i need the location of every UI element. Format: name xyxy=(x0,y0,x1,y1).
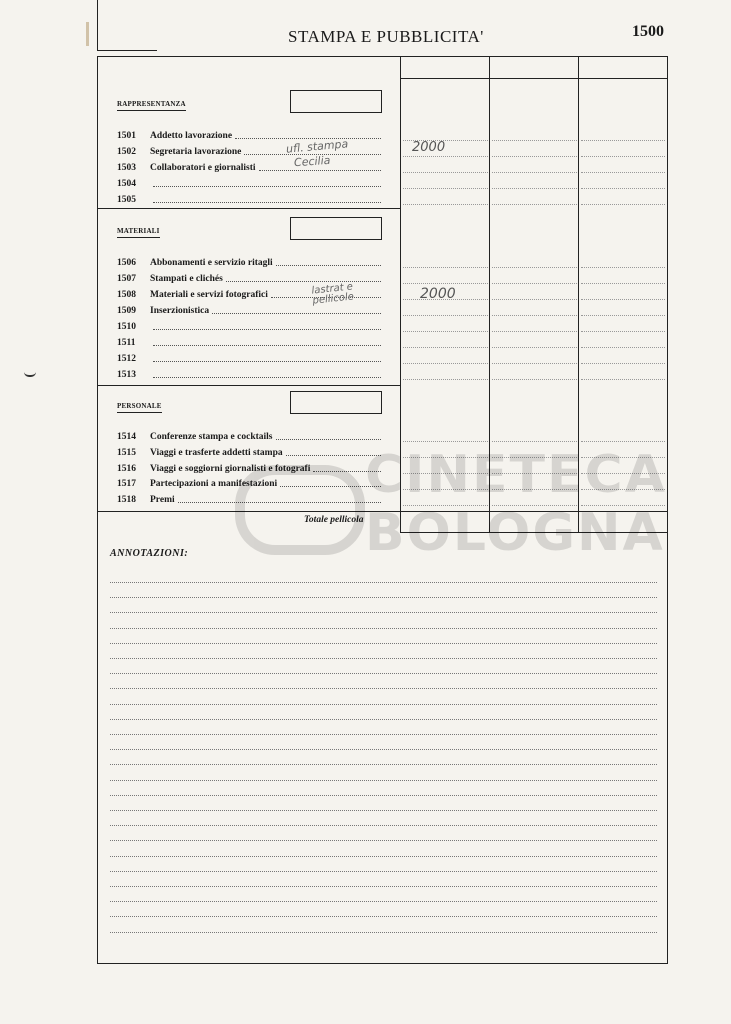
watermark-text: CINETECA xyxy=(365,445,667,505)
amount-guide-line xyxy=(403,188,488,189)
amount-guide-line xyxy=(581,204,665,205)
amount-guide-line xyxy=(492,204,577,205)
amount-guide-line xyxy=(581,299,665,300)
line-item: 1503 Collaboratori e giornalisti xyxy=(117,159,381,173)
line-item: 1505 xyxy=(117,191,381,205)
amount-guide-line xyxy=(403,363,488,364)
handwritten-note: lastrat e pellicole xyxy=(311,281,355,307)
line-item: 1512 xyxy=(117,350,381,364)
line-item: 1507 Stampati e clichés xyxy=(117,270,381,284)
amount-guide-line xyxy=(581,267,665,268)
amount-guide-line xyxy=(492,331,577,332)
amount-guide-line xyxy=(403,331,488,332)
amount-guide-line xyxy=(581,379,665,380)
section-total-box[interactable] xyxy=(290,90,382,113)
amount-guide-line xyxy=(492,315,577,316)
amount-guide-line xyxy=(581,188,665,189)
annotation-line xyxy=(110,582,657,583)
amount-guide-line xyxy=(492,267,577,268)
amount-guide-line xyxy=(492,283,577,284)
annotation-line xyxy=(110,840,657,841)
amount-guide-line xyxy=(581,315,665,316)
amount-guide-line xyxy=(492,441,577,442)
amount-guide-line xyxy=(581,283,665,284)
line-item: 1501 Addetto lavorazione xyxy=(117,127,381,141)
section-label-materiali: MATERIALI xyxy=(117,227,160,235)
amount-guide-line xyxy=(403,172,488,173)
line-item: 1513 xyxy=(117,366,381,380)
handwritten-amount: 2000 xyxy=(420,286,456,302)
handwritten-amount: 2000 xyxy=(412,140,446,155)
line-item: 1514 Conferenze stampa e cocktails xyxy=(117,428,381,442)
annotation-line xyxy=(110,673,657,674)
margin-mark xyxy=(24,372,36,377)
amount-guide-line xyxy=(403,441,488,442)
total-label: Totale pellicola xyxy=(304,515,364,525)
annotation-line xyxy=(110,886,657,887)
annotation-line xyxy=(110,795,657,796)
amount-guide-line xyxy=(581,347,665,348)
section-label-rappresentanza: RAPPRESENTANZA xyxy=(117,100,186,108)
page-number: 1500 xyxy=(632,23,664,40)
line-item: 1515 Viaggi e trasferte addetti stampa xyxy=(117,444,381,458)
amount-guide-line xyxy=(492,299,577,300)
annotation-line xyxy=(110,643,657,644)
annotation-line xyxy=(110,932,657,933)
amount-guide-line xyxy=(492,156,577,157)
annotation-line xyxy=(110,916,657,917)
annotations-label: ANNOTAZIONI: xyxy=(110,548,189,559)
amount-guide-line xyxy=(492,140,577,141)
annotation-line xyxy=(110,901,657,902)
annotation-line xyxy=(110,780,657,781)
line-item: 1516 Viaggi e soggiorni giornalisti e fotografi xyxy=(117,460,381,474)
handwritten-note: ufl. stampa xyxy=(285,137,349,156)
amount-guide-line xyxy=(403,315,488,316)
line-item: 1509 Inserzionistica xyxy=(117,302,381,316)
amount-guide-line xyxy=(403,347,488,348)
annotation-line xyxy=(110,719,657,720)
section-total-box[interactable] xyxy=(290,391,382,414)
amount-guide-line xyxy=(581,363,665,364)
line-item: 1506 Abbonamenti e servizio ritagli xyxy=(117,254,381,268)
page-title: STAMPA E PUBBLICITA' xyxy=(288,27,484,46)
annotation-line xyxy=(110,612,657,613)
line-item: 1504 xyxy=(117,175,381,189)
amount-guide-line xyxy=(492,379,577,380)
line-item: 1502 Segretaria lavorazione xyxy=(117,143,381,157)
amount-guide-line xyxy=(403,379,488,380)
amount-guide-line xyxy=(581,140,665,141)
section-total-box[interactable] xyxy=(290,217,382,240)
annotation-line xyxy=(110,704,657,705)
watermark-text: BOLOGNA xyxy=(365,503,665,563)
amount-guide-line xyxy=(492,172,577,173)
amount-guide-line xyxy=(581,172,665,173)
binding-mark xyxy=(86,22,89,46)
amount-guide-line xyxy=(492,188,577,189)
line-item: 1517 Partecipazioni a manifestazioni xyxy=(117,475,381,489)
amount-guide-line xyxy=(403,204,488,205)
annotation-line xyxy=(110,688,657,689)
annotation-line xyxy=(110,810,657,811)
amount-guide-line xyxy=(403,283,488,284)
section-label-personale: PERSONALE xyxy=(117,402,162,410)
amount-guide-line xyxy=(581,331,665,332)
amount-guide-line xyxy=(492,363,577,364)
annotation-line xyxy=(110,871,657,872)
line-item: 1518 Premi xyxy=(117,491,381,505)
amount-guide-line xyxy=(403,267,488,268)
amount-guide-line xyxy=(403,156,488,157)
amount-guide-line xyxy=(581,156,665,157)
annotation-line xyxy=(110,856,657,857)
amount-guide-line xyxy=(492,347,577,348)
annotation-line xyxy=(110,628,657,629)
annotation-line xyxy=(110,764,657,765)
annotation-line xyxy=(110,597,657,598)
line-item: 1510 xyxy=(117,318,381,332)
annotation-line xyxy=(110,734,657,735)
line-item: 1508 Materiali e servizi fotografici xyxy=(117,286,381,300)
line-item: 1511 xyxy=(117,334,381,348)
handwritten-note: Cecilia xyxy=(293,153,331,170)
annotation-line xyxy=(110,658,657,659)
annotation-line xyxy=(110,825,657,826)
watermark-logo-icon xyxy=(235,465,365,555)
annotation-line xyxy=(110,749,657,750)
amount-guide-line xyxy=(581,441,665,442)
